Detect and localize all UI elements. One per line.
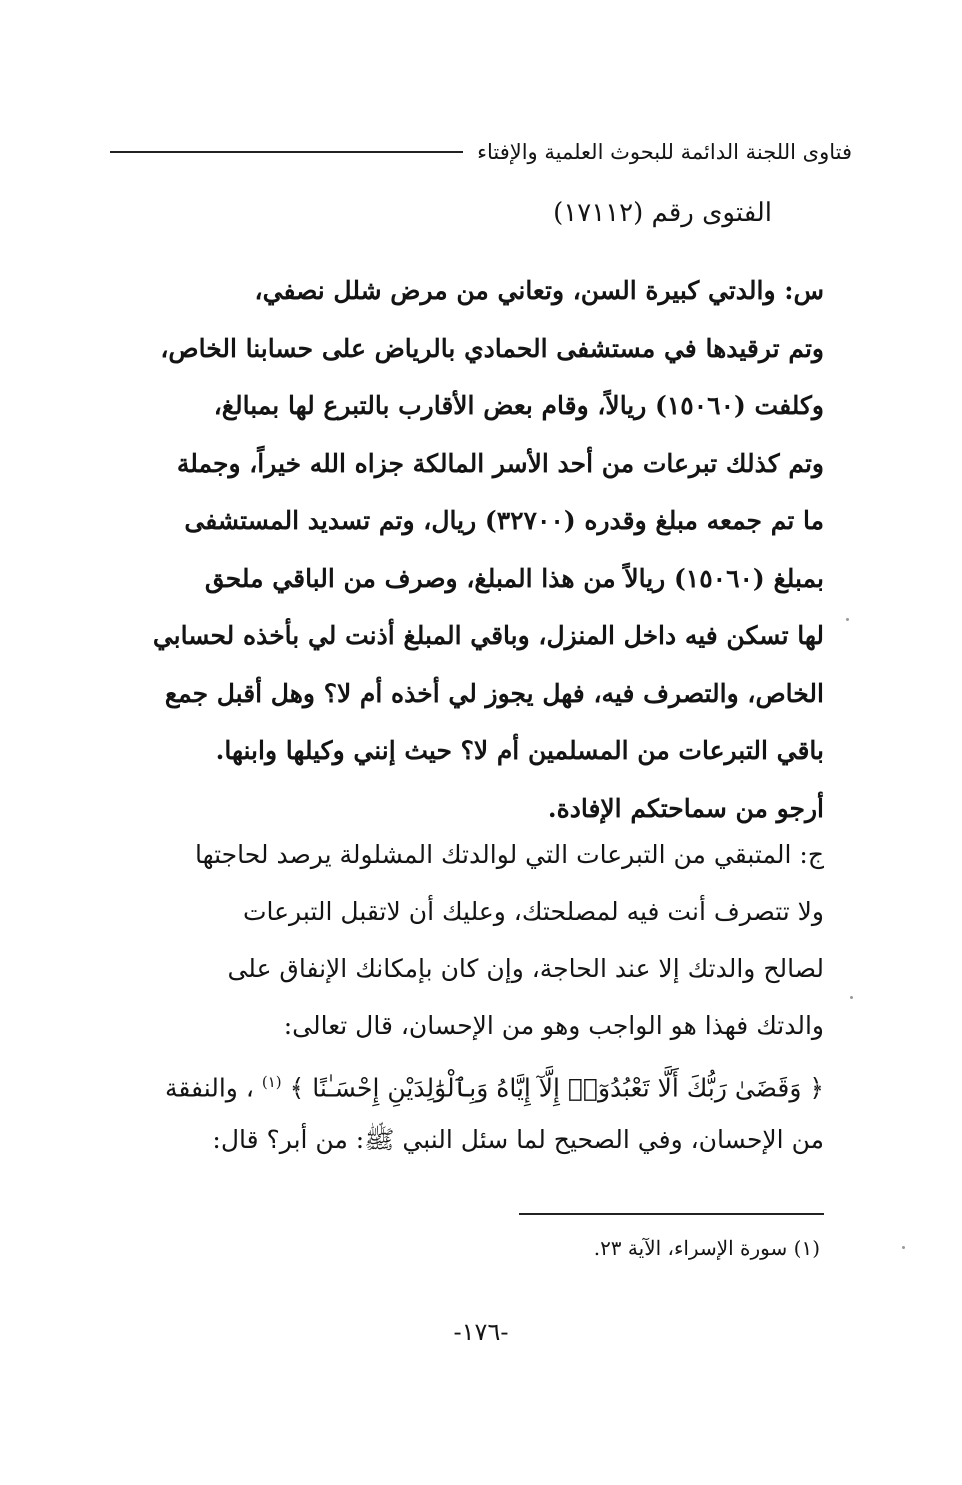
verse-close-bracket: ﴾: [289, 1073, 305, 1103]
answer-line: ج: المتبقي من التبرعات التي لوالدتك المشلولة يرصد لحاجتها: [195, 840, 824, 869]
answer-line: ولا تتصرف أنت فيه لمصلحتك، وعليك أن لاتقبل التبرعات: [242, 897, 824, 926]
verse-open-bracket: ﴿: [809, 1073, 824, 1103]
verse-continuation: ، والنفقة: [165, 1073, 254, 1103]
scan-speck: [902, 1246, 905, 1249]
question-line: باقي التبرعات من المسلمين أم لا؟ حيث إنني وكيلها وابنها.: [215, 736, 824, 765]
header-rule: [110, 151, 463, 153]
question-line: وتم كذلك تبرعات من أحد الأسر المالكة جزاه الله خيراً، وجملة: [176, 448, 824, 478]
footnote: (١) سورة الإسراء، الآية ٢٣.: [593, 1236, 820, 1260]
footnote-marker: (١): [261, 1073, 282, 1091]
answer-line: من الإحسان، وفي الصحيح لما سئل النبي ﷺ: من أبر؟ قال:: [212, 1125, 824, 1154]
question-line: وكلفت (١٥٠٦٠) ريالاً، وقام بعض الأقارب بالتبرع لها بمبالغ،: [213, 391, 824, 420]
question-line: لها تسكن فيه داخل المنزل، وباقي المبلغ أذنت لي بأخذه لحسابي: [152, 621, 824, 650]
answer-line: والدتك فهذا هو الواجب وهو من الإحسان، قال تعالى:: [283, 1011, 824, 1040]
fatwa-number: الفتوى رقم (١٧١١٢): [553, 198, 772, 228]
question-line: الخاص، والتصرف فيه، فهل يجوز لي أخذه أم لا؟ وهل أقبل جمع: [164, 678, 824, 708]
question-line: وتم ترقيدها في مستشفى الحمادي بالرياض على حسابنا الخاص،: [160, 333, 824, 363]
question-paragraph: [124, 262, 824, 837]
question-line: س: والدتي كبيرة السن، وتعاني من مرض شلل نصفي،: [254, 276, 824, 305]
scan-speck: [850, 996, 853, 999]
running-header: [110, 132, 852, 172]
quran-verse: وَقَضَىٰ رَبُّكَ أَلَّا تَعْبُدُوٓا۟ إِلَّآ إِيَّاهُ وَبِٱلْوَٰلِدَيْنِ إِحْسَـٰنًا: [312, 1073, 802, 1103]
question-line: ما تم جمعه مبلغ وقدره (٣٢٧٠٠) ريال، وتم تسديد المستشفى: [184, 506, 824, 535]
question-line: أرجو من سماحتكم الإفادة.: [547, 793, 824, 823]
question-line: بمبلغ (١٥٠٦٠) ريالاً من هذا المبلغ، وصرف من الباقي ملحق: [204, 563, 824, 593]
answer-line: لصالح والدتك إلا عند الحاجة، وإن كان بإمكانك الإنفاق على: [227, 954, 824, 983]
header-title: فتاوى اللجنة الدائمة للبحوث العلمية والإفتاء: [477, 140, 852, 164]
footnote-separator: [519, 1213, 824, 1215]
quran-verse-line: [124, 1054, 824, 1111]
scan-speck: [846, 618, 849, 621]
answer-paragraph: [124, 826, 824, 1168]
page-number: -١٧٦-: [453, 1318, 509, 1346]
